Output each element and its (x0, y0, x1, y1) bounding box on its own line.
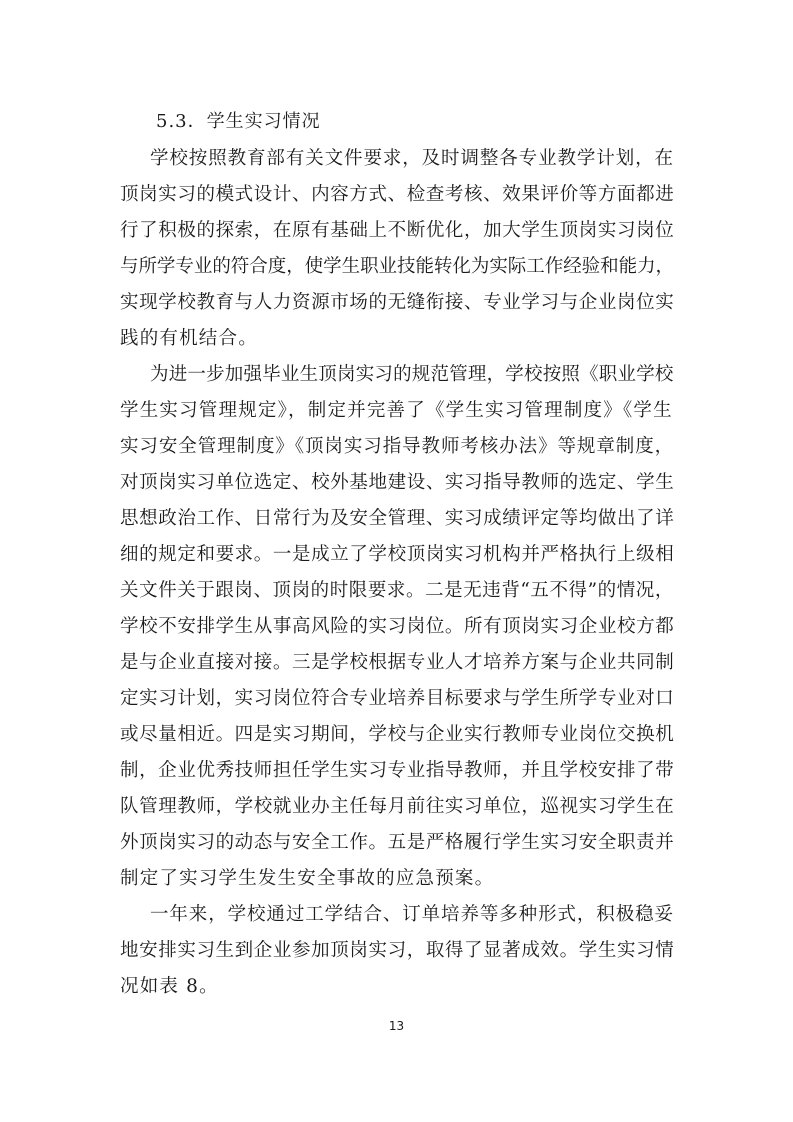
paragraph-2-line-5: 思想政治工作、日常行为及安全管理、实习成绩评定等均做出了详 (120, 508, 675, 529)
paragraph-1-line-2: 顶岗实习的模式设计、内容方式、检查考核、效果评价等方面都进 (120, 184, 675, 205)
paragraph-3-line-1: 一年来，学校通过工学结合、订单培养等多种形式，积极稳妥 (150, 904, 674, 925)
paragraph-2-line-7: 关文件关于跟岗、顶岗的时限要求。二是无违背“五不得”的情况， (120, 580, 674, 601)
paragraph-1-line-1: 学校按照教育部有关文件要求，及时调整各专业教学计划，在 (150, 148, 674, 169)
paragraph-2-line-3: 实习安全管理制度》《顶岗实习指导教师考核办法》等规章制度， (120, 436, 675, 457)
paragraph-3-line-2: 地安排实习生到企业参加顶岗实习，取得了显著成效。学生实习情 (120, 940, 675, 961)
paragraph-2-line-13: 队管理教师，学校就业办主任每月前往实习单位，巡视实习学生在 (120, 796, 675, 817)
paragraph-1-line-4: 与所学专业的符合度，使学生职业技能转化为实际工作经验和能力， (120, 256, 675, 277)
paragraph-1-line-5: 实现学校教育与人力资源市场的无缝衔接、专业学习与企业岗位实 (120, 292, 675, 313)
paragraph-1-line-3: 行了积极的探索，在原有基础上不断优化，加大学生顶岗实习岗位 (120, 220, 675, 241)
paragraph-2-line-4: 对顶岗实习单位选定、校外基地建设、实习指导教师的选定、学生 (120, 472, 675, 493)
paragraph-2-line-9: 是与企业直接对接。三是学校根据专业人才培养方案与企业共同制 (120, 652, 675, 673)
paragraph-2-line-8: 学校不安排学生从事高风险的实习岗位。所有顶岗实习企业校方都 (120, 616, 675, 637)
paragraph-2-line-11: 或尽量相近。四是实习期间，学校与企业实行教师专业岗位交换机 (120, 724, 675, 745)
paragraph-3-line-3: 况如表 8。 (120, 976, 219, 997)
paragraph-2-line-10: 定实习计划，实习岗位符合专业培养目标要求与学生所学专业对口 (120, 688, 675, 709)
paragraph-2-line-6: 细的规定和要求。一是成立了学校顶岗实习机构并严格执行上级相 (120, 544, 675, 565)
paragraph-2-line-15: 制定了实习学生发生安全事故的应急预案。 (120, 868, 495, 889)
paragraph-2-line-1: 为进一步加强毕业生顶岗实习的规范管理，学校按照《职业学校 (150, 364, 674, 385)
page-number: 13 (388, 1019, 405, 1033)
paragraph-2-line-12: 制，企业优秀技师担任学生实习专业指导教师，并且学校安排了带 (120, 760, 675, 781)
paragraph-1-line-6: 践的有机结合。 (120, 328, 258, 349)
paragraph-2-line-14: 外顶岗实习的动态与安全工作。五是严格履行学生实习安全职责并 (120, 832, 675, 853)
section-heading: 5.3．学生实习情况 (156, 111, 321, 132)
paragraph-2-line-2: 学生实习管理规定》，制定并完善了《学生实习管理制度》《学生 (120, 400, 673, 421)
